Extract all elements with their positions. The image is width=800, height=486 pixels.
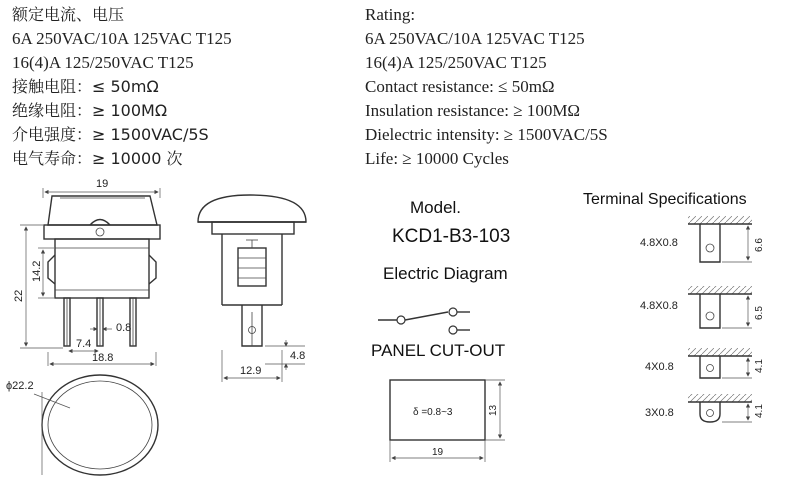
terminal-length: 6.6 [754,238,765,252]
terminal-size: 3X0.8 [645,407,674,419]
spec-cn-line: 介电强度：≥ 1500VAC/5S [12,125,209,144]
terminal-size: 4.8X0.8 [640,300,678,312]
rocker-side [198,195,306,222]
model-number: KCD1-B3-103 [392,226,511,247]
spec-en-line: Rating: [365,5,416,24]
spec-cn-line: 接触电阻：≤ 50mΩ [12,77,159,96]
terminal-size: 4.8X0.8 [640,237,678,249]
terminal-item-1 [640,216,765,262]
dim-pin-length: 4.8 [290,350,306,362]
panel-width: 19 [432,447,444,458]
panel-cutout-label: PANEL CUT-OUT [371,341,506,360]
spec-en-line: Contact resistance: ≤ 50mΩ [365,77,555,96]
collar-side [212,222,294,234]
rocker-top [48,196,157,225]
mounting-collar [44,225,160,239]
dim-bottom-width: 18.8 [92,352,114,364]
terminal-item-2 [640,286,765,328]
spec-en-line: 6A 250VAC/10A 125VAC T125 [365,29,585,48]
terminal-spec-title: Terminal Specifications [583,191,747,208]
electric-diagram-label: Electric Diagram [383,264,508,283]
front-view [13,178,160,366]
dim-pin-spacing: 7.4 [76,338,92,350]
round-outline [42,375,158,475]
terminal-length: 4.1 [754,359,765,373]
spec-cn-line: 额定电流、电压 [12,5,125,24]
spec-en-line: 16(4)A 125/250VAC T125 [365,53,547,72]
bottom-view [6,375,158,475]
terminal-item-3 [645,348,765,378]
spec-cn-line: 6A 250VAC/10A 125VAC T125 [12,29,232,48]
spec-en-line: Dielectric intensity: ≥ 1500VAC/5S [365,125,608,144]
panel-height: 13 [488,404,499,416]
terminal-size: 4X0.8 [645,361,674,373]
dim-front-height: 22 [13,289,25,302]
dim-front-width: 19 [96,178,109,190]
electric-diagram [378,308,470,334]
spec-en-line: Life: ≥ 10000 Cycles [365,149,509,168]
terminal-item-4 [645,394,765,422]
terminal-length: 4.1 [754,404,765,418]
dim-diameter: ϕ22.2 [6,380,34,392]
spec-cn-line: 16(4)A 125/250VAC T125 [12,53,194,72]
terminal-length: 6.5 [754,306,765,320]
side-view [198,195,306,382]
panel-thickness: δ =0.8~3 [413,407,453,418]
spec-cn-line: 电气寿命：≥ 10000 次 [12,149,183,168]
spec-cn-line: 绝缘电阻：≥ 100MΩ [12,101,168,120]
spec-en-line: Insulation resistance: ≥ 100MΩ [365,101,581,120]
dim-pin-thickness: 0.8 [116,322,132,334]
model-label: Model. [410,198,462,217]
dim-body-height: 14.2 [31,260,43,282]
panel-cutout [390,380,505,462]
dim-side-depth: 12.9 [240,365,262,377]
terminal-block [238,248,266,286]
